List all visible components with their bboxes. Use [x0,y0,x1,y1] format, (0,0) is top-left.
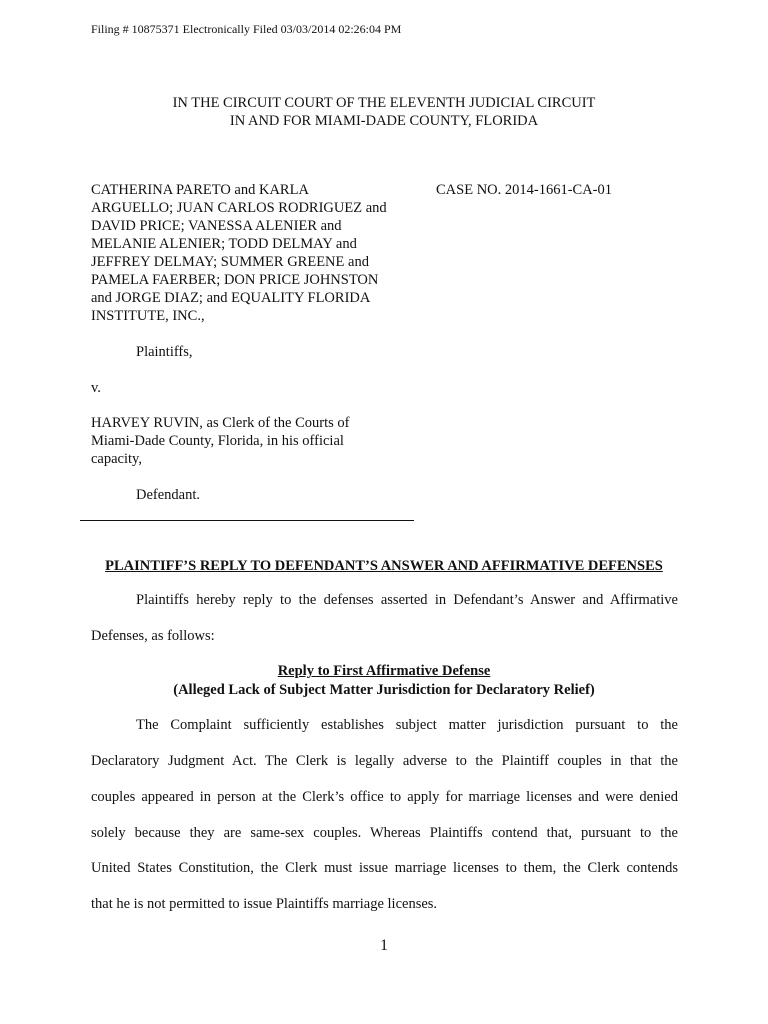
court-heading-line: IN AND FOR MIAMI-DADE COUNTY, FLORIDA [229,113,539,129]
plaintiffs-line: ARGUELLO; JUAN CARLOS RODRIGUEZ and [91,200,387,216]
body-paragraph-line: The Complaint sufficiently establishes subject matter jurisdiction pursuant to the [136,717,678,733]
defendant-line: capacity, [91,451,142,467]
section-subheading: (Alleged Lack of Subject Matter Jurisdiction for Declaratory Relief) [173,682,595,698]
body-paragraph-line: solely because they are same-sex couples. Whereas Plaintiffs contend that, pursuant to the [91,825,678,841]
page-number: 1 [380,937,388,954]
plaintiffs-block [91,181,421,325]
defendant-line: HARVEY RUVIN, as Clerk of the Courts of [91,415,350,431]
body-paragraph-line: couples appeared in person at the Clerk’s office to apply for marriage licenses and were denied [91,789,678,805]
caption-divider [80,520,414,521]
versus-label: v. [91,380,101,396]
body-paragraph-line: Declaratory Judgment Act. The Clerk is legally adverse to the Plaintiff couples in that the [91,753,678,769]
court-heading-line: IN THE CIRCUIT COURT OF THE ELEVENTH JUDICIAL CIRCUIT [172,95,596,111]
plaintiffs-line: MELANIE ALENIER; TODD DELMAY and [91,236,357,252]
plaintiffs-line: INSTITUTE, INC., [91,308,205,324]
defendant-block [91,414,391,468]
section-heading: Reply to First Affirmative Defense [277,663,491,679]
intro-paragraph-line: Plaintiffs hereby reply to the defenses asserted in Defendant’s Answer and Affirmative [136,592,678,608]
body-paragraph-line: United States Constitution, the Clerk must issue marriage licenses to them, the Clerk contends [91,860,678,876]
court-heading [0,94,768,130]
plaintiffs-line: CATHERINA PARETO and KARLA [91,182,309,198]
filing-stamp: Filing # 10875371 Electronically Filed 03/03/2014 02:26:04 PM [91,22,402,36]
defendant-line: Miami-Dade County, Florida, in his official [91,433,344,449]
plaintiffs-line: and JORGE DIAZ; and EQUALITY FLORIDA [91,290,371,306]
defendant-label: Defendant. [136,487,201,503]
case-number: CASE NO. 2014-1661-CA-01 [436,182,613,198]
intro-paragraph-line: Defenses, as follows: [91,628,215,644]
plaintiffs-label: Plaintiffs, [136,344,193,360]
body-paragraph-line: that he is not permitted to issue Plaintiffs marriage licenses. [91,896,438,912]
plaintiffs-line: DAVID PRICE; VANESSA ALENIER and [91,218,342,234]
plaintiffs-line: JEFFREY DELMAY; SUMMER GREENE and [91,254,369,270]
document-title: PLAINTIFF’S REPLY TO DEFENDANT’S ANSWER AND AFFIRMATIVE DEFENSES [105,558,663,574]
plaintiffs-line: PAMELA FAERBER; DON PRICE JOHNSTON [91,272,379,288]
